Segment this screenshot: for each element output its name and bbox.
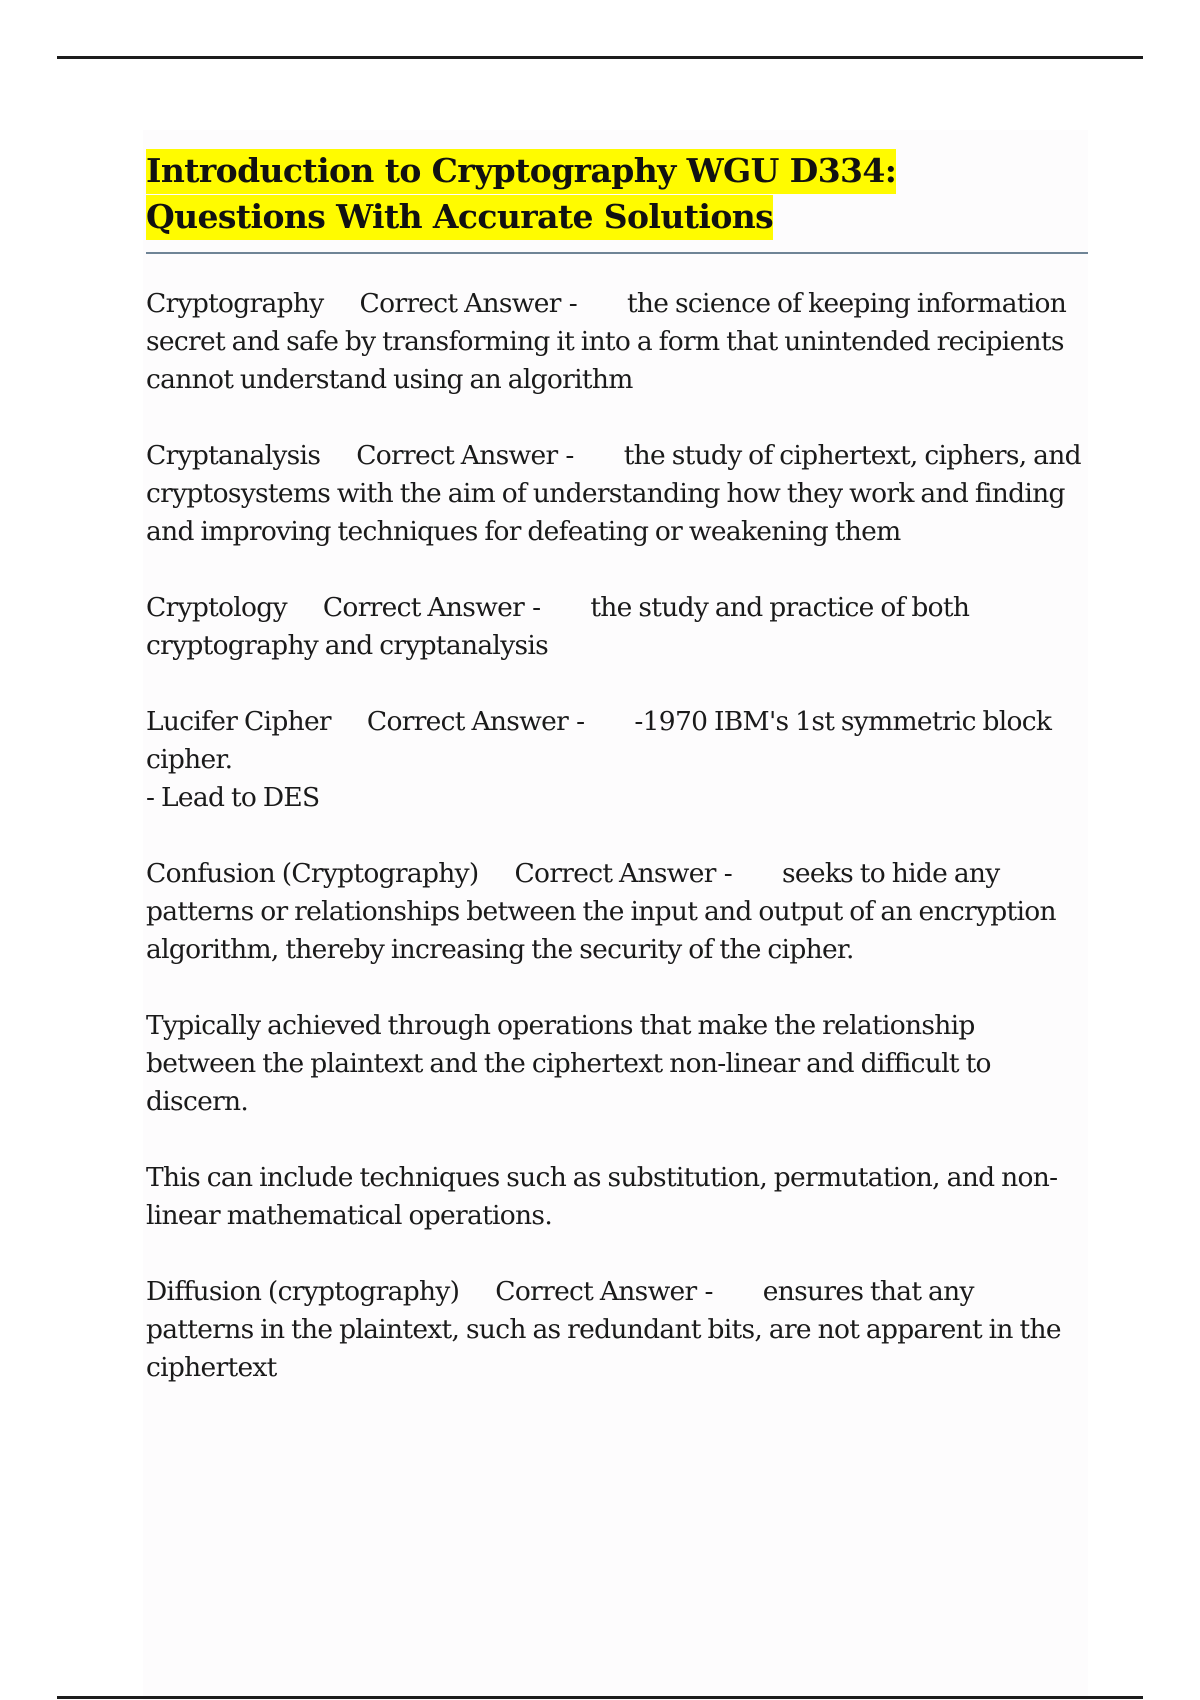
title-line-1: Introduction to Cryptography WGU D334: — [146, 149, 896, 194]
qa-answer: ensures that any patterns in the plaintext, such as redundant bits, are not apparent in the ciphertext — [146, 1276, 1061, 1383]
answer-separator: - — [532, 592, 541, 623]
page-top-rule — [57, 56, 1143, 59]
confusion-paragraph-2: This can include techniques such as substitution, permutation, and non-linear mathematical operations. — [146, 1162, 1058, 1231]
qa-term: Confusion (Cryptography) — [146, 858, 479, 889]
answer-label: Correct Answer — [495, 1276, 697, 1307]
answer-separator: - — [565, 440, 574, 471]
qa-entry-lucifer-cipher — [146, 703, 1086, 817]
qa-answer: the study and practice of both cryptography and cryptanalysis — [146, 592, 970, 661]
answer-separator: - — [704, 1276, 713, 1307]
title-line-2: Questions With Accurate Solutions — [146, 195, 773, 240]
qa-term: Cryptology — [146, 592, 287, 623]
qa-answer: the study of ciphertext, ciphers, and cryptosystems with the aim of understanding how they work and finding and improving techniques for defeating or weakening them — [146, 440, 1081, 547]
confusion-paragraph-1: Typically achieved through operations that make the relationship between the plaintext and the ciphertext non-linear and difficult to discern. — [146, 1010, 991, 1117]
answer-separator: - — [568, 288, 577, 319]
answer-label: Correct Answer — [359, 288, 561, 319]
qa-term: Cryptanalysis — [146, 440, 321, 471]
answer-label: Correct Answer — [322, 592, 525, 623]
qa-term: Lucifer Cipher — [146, 706, 331, 737]
qa-entry-cryptanalysis — [146, 437, 1086, 551]
qa-entry-diffusion — [146, 1273, 1086, 1387]
answer-label: Correct Answer — [514, 858, 716, 889]
qa-term: Cryptography — [146, 288, 324, 319]
qa-entry-confusion — [146, 855, 1086, 969]
answer-label: Correct Answer — [356, 440, 558, 471]
answer-separator: - — [576, 706, 585, 737]
qa-entry-cryptography — [146, 285, 1086, 399]
qa-entry-cryptology — [146, 589, 1086, 665]
qa-answer: the science of keeping information secret and safe by transforming it into a form that unintended recipients cannot understand using an algorithm — [146, 288, 1067, 395]
document-title — [146, 148, 1086, 240]
answer-label: Correct Answer — [366, 706, 569, 737]
qa-term: Diffusion (cryptography) — [146, 1276, 460, 1307]
title-underline-rule — [146, 252, 1088, 254]
page-bottom-rule — [57, 1696, 1143, 1699]
qa-answer: seeks to hide any patterns or relationships between the input and output of an encryption algorithm, thereby increasing the security of the cipher. — [146, 858, 1056, 965]
answer-separator: - — [723, 858, 732, 889]
qa-answer: -1970 IBM's 1st symmetric block cipher. — [146, 706, 1052, 775]
qa-answer-extra: - Lead to DES — [146, 782, 320, 813]
qa-list — [146, 285, 1086, 1387]
document-body — [146, 148, 1086, 1425]
